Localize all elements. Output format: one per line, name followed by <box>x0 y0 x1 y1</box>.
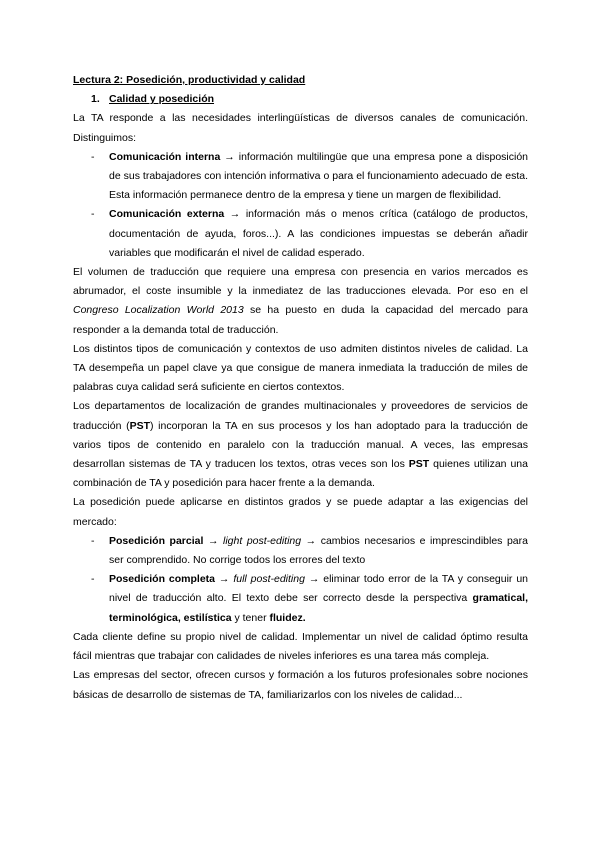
volume-text-end: se ha puesto en duda la capacidad del mercado para responder a la demanda total de traducción. <box>73 304 528 336</box>
term-external-communication: Comunicación externa <box>109 208 225 221</box>
departments-text-a: Los departamentos de localización de grandes multinacionales y proveedores de servicios de traducción ( <box>73 400 528 432</box>
communication-list <box>73 148 528 263</box>
fluency-term: fluidez. <box>269 611 306 624</box>
paragraph-quality-types: Los distintos tipos de comunicación y contextos de uso admiten distintos niveles de calidad. La TA desempeña un papel clave ya que consigue de manera inmediata la traducción de miles de palabras cuya calidad será suficiente en ciertos contextos. <box>73 342 528 394</box>
definition-light-post-editing: cambios necesarios e imprescindibles para ser comprendido. No corrige todos los errores del texto <box>109 534 528 567</box>
list-item-internal-communication <box>73 148 528 206</box>
list-dash: - <box>91 534 95 547</box>
section-title: Calidad y posedición <box>109 93 215 106</box>
pst-acronym: PST <box>129 419 151 432</box>
arrow: → <box>224 208 246 221</box>
list-dash: - <box>91 573 95 586</box>
arrow: → <box>203 534 224 547</box>
pst-acronym: PST <box>408 458 430 471</box>
intro-paragraph: La TA responde a las necesidades interlingüísticas de diversos canales de comunicación. Distinguimos: <box>73 112 528 144</box>
volume-text-start: El volumen de traducción que requiere una empresa con presencia en varios mercados es abrumador, el coste insumible y la inmediatez de las traducciones elevada. Por eso en el <box>73 266 528 298</box>
section-number: 1. <box>91 93 100 106</box>
departments-text-d: quienes utilizan una combinación de TA y posedición para hacer frente a la demanda. <box>73 458 528 490</box>
section-heading <box>73 90 528 109</box>
definition-full-post-editing: eliminar todo error de la TA y conseguir un nivel de traducción alto. El texto debe ser correcto desde la perspectiva <box>109 573 528 605</box>
list-dash: - <box>91 150 95 163</box>
connector-text: y tener <box>231 611 270 624</box>
document-title: Lectura 2: Posedición, productividad y calidad <box>73 74 306 86</box>
definition-internal-communication: información multilingüe que una empresa pone a disposición de sus trabajadores con intención informativa o para el funcionamiento adecuado de esta. Esta información permanece dentro de la empresa y tiene un margen de flexibilidad. <box>109 150 528 202</box>
english-term: light post-editing <box>223 534 302 547</box>
quality-criteria: gramatical, terminológica, estilística <box>109 592 528 624</box>
paragraph-volume <box>73 263 528 340</box>
arrow: → <box>304 573 324 586</box>
term-internal-communication: Comunicación interna <box>109 150 221 163</box>
list-item-external-communication <box>73 205 528 263</box>
arrow: → <box>220 150 239 163</box>
term-light-post-editing: Posedición parcial <box>109 534 204 547</box>
congress-name: Congreso Localization World 2013 <box>73 304 244 317</box>
arrow: → <box>215 573 234 586</box>
english-term: full post-editing <box>233 573 305 586</box>
list-dash: - <box>91 208 95 221</box>
paragraph-sector-companies: Las empresas del sector, ofrecen cursos y formación a los futuros profesionales sobre nociones básicas de desarrollo de sistemas de TA, familiarizarlos con los niveles de calidad... <box>73 669 528 701</box>
paragraph-departments <box>73 397 528 493</box>
arrow: → <box>301 534 321 547</box>
list-item-full-post-editing <box>73 570 528 628</box>
paragraph-client-quality: Cada cliente define su propio nivel de calidad. Implementar un nivel de calidad óptimo resulta fácil mientras que trabajar con calidades de niveles inferiores es una tarea más compleja. <box>73 630 528 663</box>
paragraph-post-editing-grades: La posedición puede aplicarse en distintos grados y se puede adaptar a las exigencias del mercado: <box>73 496 528 528</box>
list-item-light-post-editing <box>73 532 528 570</box>
term-full-post-editing: Posedición completa <box>109 573 216 586</box>
document-body <box>73 71 528 705</box>
post-editing-list <box>73 532 528 628</box>
departments-text-c: ) incorporan la TA en sus procesos y los han adoptado para la traducción de varios tipos de contenido en paralelo con la traducción manual. A veces, las empresas desarrollan sistemas de TA y traducen los textos, otras veces son los <box>73 419 529 471</box>
definition-external-communication: información más o menos crítica (catálogo de productos, documentación de ayuda, foros...). A las condiciones impuestas se deberán añadir variables que modificarán el nivel de calidad esperado. <box>109 208 528 259</box>
